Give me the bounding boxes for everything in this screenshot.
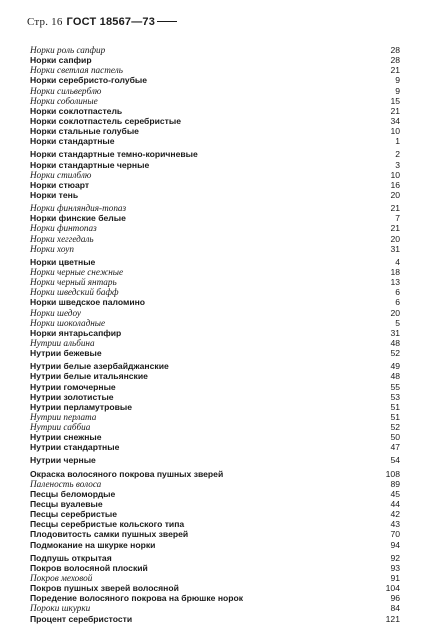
index-term: Нутрии золотистые [30, 391, 114, 402]
index-term: Песцы вуалевые [30, 499, 103, 510]
index-page-number: 18 [390, 266, 400, 277]
index-page-number: 104 [385, 583, 400, 594]
index-entry [30, 244, 400, 254]
index-term: Паленость волоса [30, 478, 102, 489]
index-term: Плодовитость самки пушных зверей [30, 529, 189, 540]
index-entry [30, 257, 400, 267]
index-page-number: 4 [395, 256, 400, 267]
index-term: Пороки шкурки [30, 603, 91, 614]
index-page-number: 84 [390, 603, 400, 614]
index-entry [30, 529, 400, 539]
index-entry [30, 65, 400, 75]
index-page-number: 54 [390, 455, 400, 466]
index-page-number: 48 [390, 337, 400, 348]
index-entry [30, 126, 400, 136]
index-entry [30, 234, 400, 244]
index-entry [30, 45, 400, 55]
index-page-number: 53 [390, 391, 400, 402]
index-page-number: 7 [395, 213, 400, 224]
index-term: Норки стандартные черные [30, 159, 150, 170]
index-entry [30, 614, 400, 624]
index-term: Процент серебристости [30, 613, 133, 624]
index-page-number: 21 [390, 65, 400, 76]
index-entry [30, 553, 400, 563]
index-term: Норки шедоу [30, 307, 81, 318]
index-entry [30, 392, 400, 402]
index-term: Норки стандартные темно-коричневые [30, 149, 198, 160]
index-entry [30, 277, 400, 287]
index-term: Нутрии перламутровые [30, 401, 132, 412]
header-rule [157, 21, 177, 22]
index-term: Норки хеггедаль [30, 233, 94, 244]
index-entry [30, 160, 400, 170]
index-page-number: 47 [390, 442, 400, 453]
index-term: Покров волосяной плоский [30, 562, 148, 573]
index-entry [30, 573, 400, 583]
index-page-number: 89 [390, 478, 400, 489]
index-entry [30, 402, 400, 412]
index-entry [30, 190, 400, 200]
index-entry [30, 593, 400, 603]
index-term: Норки стилблю [30, 169, 92, 180]
index-term: Норки соклотпастель [30, 105, 123, 116]
index-entry [30, 328, 400, 338]
index-entry [30, 479, 400, 489]
index-term: Покров пушных зверей волосяной [30, 583, 179, 594]
index-page-number: 51 [390, 401, 400, 412]
index-page-number: 51 [390, 411, 400, 422]
index-term: Поредение волосяного покрова на брюшке норок [30, 593, 244, 604]
index-term: Норки тень [30, 189, 79, 200]
index-term: Норки серебристо-голубые [30, 75, 148, 86]
index-term: Норки черный янтарь [30, 277, 117, 288]
index-entry [30, 412, 400, 422]
index-page-number: 21 [390, 203, 400, 214]
index-page-number: 2 [395, 149, 400, 160]
index-entry [30, 267, 400, 277]
index-entry [30, 318, 400, 328]
index-term: Окраска волосяного покрова пушных зверей [30, 468, 224, 479]
index-entry [30, 603, 400, 613]
index-page-number: 44 [390, 499, 400, 510]
index-entry [30, 203, 400, 213]
index-entry [30, 499, 400, 509]
index-entry [30, 540, 400, 550]
index-page-number: 43 [390, 519, 400, 530]
index-term: Покров меховой [30, 573, 93, 584]
index-page-number: 31 [390, 327, 400, 338]
index-term: Норки соболиные [30, 95, 98, 106]
index-term: Нутрии перлата [30, 411, 97, 422]
index-page-number: 52 [390, 348, 400, 359]
index-term: Нутрии саббиа [30, 422, 91, 433]
index-page-number: 21 [390, 105, 400, 116]
index-entry [30, 287, 400, 297]
index-entry [30, 382, 400, 392]
index-entry [30, 489, 400, 499]
index-page-number: 52 [390, 422, 400, 433]
index-page-number: 93 [390, 562, 400, 573]
index-entry [30, 469, 400, 479]
index-page-number: 94 [390, 539, 400, 550]
index-entry [30, 170, 400, 180]
index-page-number: 20 [390, 189, 400, 200]
index-entry [30, 371, 400, 381]
index-page-number: 34 [390, 115, 400, 126]
index-entry [30, 308, 400, 318]
index-entry [30, 213, 400, 223]
index-term: Нутрии снежные [30, 432, 102, 443]
index-term: Норки финтопаз [30, 223, 97, 234]
page-header [27, 16, 177, 28]
index-term: Нутрии гомочерные [30, 381, 116, 392]
index-entry [30, 455, 400, 465]
index-page-number: 49 [390, 361, 400, 372]
index-page-number: 92 [390, 552, 400, 563]
page-number-label: Стр. 16 [27, 16, 63, 28]
index-entry [30, 348, 400, 358]
index-page-number: 6 [395, 297, 400, 308]
index-page-number: 42 [390, 509, 400, 520]
index-term: Норки роль сапфир [30, 45, 106, 55]
index-entry [30, 442, 400, 452]
index-entry [30, 361, 400, 371]
index-page-number: 10 [390, 126, 400, 137]
index-entry [30, 338, 400, 348]
index-term: Подмокание на шкурке норки [30, 539, 156, 550]
index-term: Нутрии альбина [30, 337, 95, 348]
index-page-number: 91 [390, 573, 400, 584]
index-page-number: 108 [385, 468, 400, 479]
standard-code: ГОСТ 18567—73 [66, 16, 156, 28]
index-term: Норки хоуп [30, 243, 74, 254]
index-page-number: 9 [395, 75, 400, 86]
index-page-number: 6 [395, 287, 400, 298]
index-term: Нутрии белые итальянские [30, 371, 148, 382]
index-list [30, 45, 400, 624]
index-entry [30, 86, 400, 96]
index-term: Норки стюарт [30, 179, 90, 190]
index-page-number: 16 [390, 179, 400, 190]
index-term: Норки черные снежные [30, 266, 124, 277]
index-entry [30, 55, 400, 65]
index-page-number: 96 [390, 593, 400, 604]
index-term: Песцы серебристые кольского типа [30, 519, 185, 530]
index-term: Норки финляндия-топаз [30, 203, 127, 214]
index-term: Норки стальные голубые [30, 126, 139, 137]
index-term: Песцы беломордые [30, 488, 116, 499]
index-term: Норки шоколадные [30, 317, 106, 328]
index-page-number: 50 [390, 432, 400, 443]
index-term: Норки янтарьсапфир [30, 327, 122, 338]
index-entry [30, 116, 400, 126]
index-term: Норки сильверблю [30, 85, 102, 96]
index-entry [30, 96, 400, 106]
index-term: Норки сапфир [30, 55, 92, 66]
index-entry [30, 180, 400, 190]
index-entry [30, 563, 400, 573]
index-term: Норки шведский бафф [30, 287, 119, 298]
index-page-number: 15 [390, 95, 400, 106]
index-entry [30, 432, 400, 442]
index-entry [30, 519, 400, 529]
index-term: Норки стандартные [30, 136, 115, 147]
index-term: Песцы серебристые [30, 509, 118, 520]
index-page-number: 1 [395, 136, 400, 147]
index-term: Норки финские белые [30, 213, 126, 224]
index-page-number: 55 [390, 381, 400, 392]
index-page-number: 45 [390, 488, 400, 499]
index-page-number: 13 [390, 277, 400, 288]
index-entry [30, 149, 400, 159]
index-term: Норки светлая пастель [30, 65, 123, 76]
index-page-number: 121 [385, 613, 400, 624]
index-entry [30, 75, 400, 85]
index-page-number: 5 [395, 317, 400, 328]
index-page-number: 9 [395, 85, 400, 96]
index-term: Норки соклотпастель серебристые [30, 115, 181, 126]
index-page-number: 21 [390, 223, 400, 234]
index-term: Подпушь открытая [30, 552, 112, 563]
index-term: Нутрии черные [30, 455, 96, 466]
index-page-number: 31 [390, 243, 400, 254]
index-term: Норки цветные [30, 256, 96, 267]
index-page-number: 20 [390, 307, 400, 318]
index-entry [30, 509, 400, 519]
index-term: Нутрии бежевые [30, 348, 102, 359]
index-page-number: 20 [390, 233, 400, 244]
index-entry [30, 106, 400, 116]
index-page-number: 10 [390, 169, 400, 180]
index-entry [30, 136, 400, 146]
index-entry [30, 223, 400, 233]
index-page-number: 3 [395, 159, 400, 170]
index-term: Норки шведское паломино [30, 297, 146, 308]
index-term: Нутрии стандартные [30, 442, 120, 453]
index-entry [30, 583, 400, 593]
index-page-number: 48 [390, 371, 400, 382]
index-term: Нутрии белые азербайджанские [30, 361, 169, 372]
index-page-number: 70 [390, 529, 400, 540]
index-entry [30, 297, 400, 307]
index-page-number: 28 [390, 45, 400, 55]
index-entry [30, 422, 400, 432]
index-page-number: 28 [390, 55, 400, 66]
